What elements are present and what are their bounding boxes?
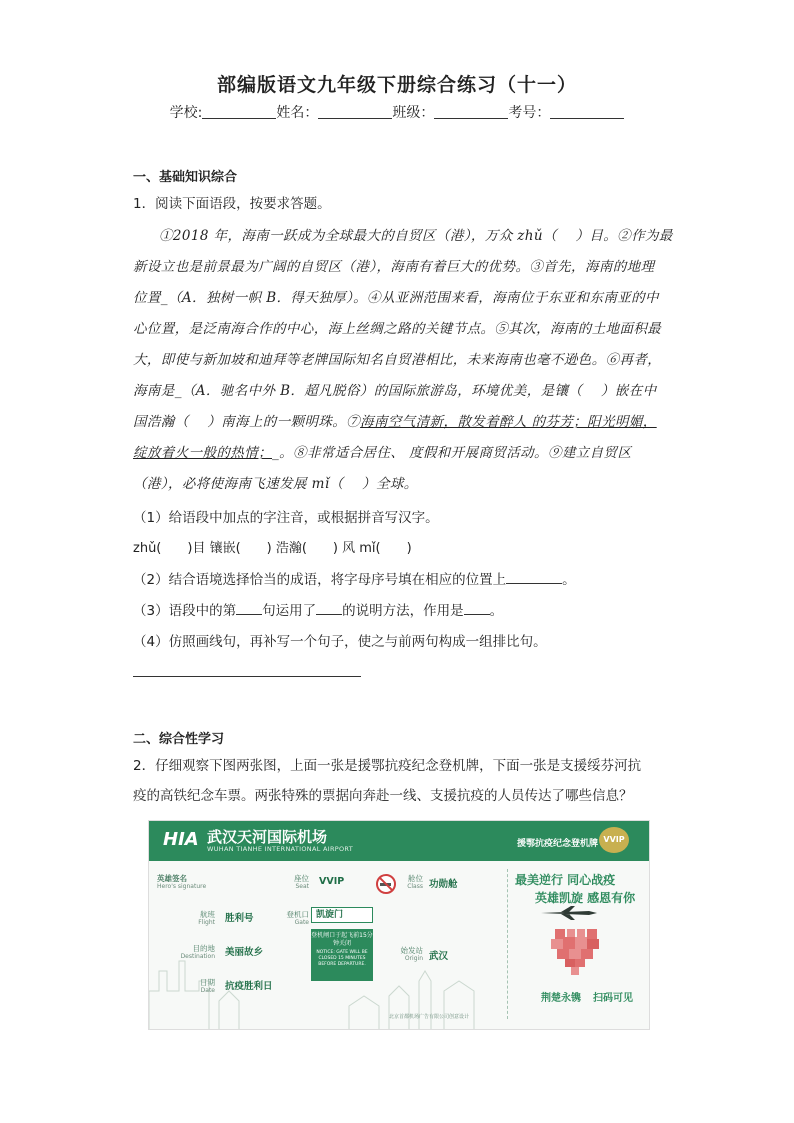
- class-label-en: Class: [407, 883, 423, 890]
- underlined-sentence: 海南空气清新，散发着醉人 的芬芳；阳光明媚，: [360, 414, 657, 430]
- date-label-en: Date: [200, 987, 215, 994]
- flight-label-en: Flight: [198, 919, 215, 926]
- school-blank[interactable]: [202, 104, 276, 119]
- student-info-line: [0, 102, 794, 122]
- underlined-sentence: 绽放着火一般的热情；: [133, 445, 272, 461]
- punct: 。: [489, 603, 504, 619]
- slogan-1: 最美逆行 同心战疫: [515, 873, 616, 887]
- flight-label: 航班: [200, 910, 215, 919]
- origin-label: 始发站: [400, 946, 423, 955]
- answer-blank[interactable]: [236, 600, 262, 615]
- sub-question-3-text: 的说明方法，作用是: [342, 603, 464, 619]
- airport-name: 武汉天河国际机场: [207, 828, 328, 846]
- passage-line: ①2018 年，海南一跃成为全球最大的自贸区（港），万众 zhǔ（ ）目。②作为最: [159, 228, 673, 244]
- boarding-pass-image: [148, 820, 650, 1030]
- sub-question-3-text: 句运用了: [262, 603, 317, 619]
- section2-heading: 二、综合性学习: [133, 732, 225, 747]
- answer-blank[interactable]: [464, 600, 490, 615]
- name-label: 姓名：: [276, 105, 319, 121]
- airplane-icon: [539, 905, 599, 921]
- gate-notice-cn: 登机闸口于起飞前15分钟关闭: [311, 932, 373, 947]
- gate-notice-en: NOTICE: GATE WILL BE CLOSED 15 MINUTES BEFORE DEPARTURE.: [316, 950, 368, 967]
- date-value: 抗疫胜利日: [225, 981, 273, 992]
- sub-question-4: （4）仿照画线句，再补写一个句子，使之与前两句构成一组排比句。: [133, 634, 547, 650]
- section1-heading: 一、基础知识综合: [133, 170, 238, 185]
- seat-label-en: Seat: [295, 883, 309, 890]
- name-blank[interactable]: [318, 104, 392, 119]
- passage-line: [133, 410, 657, 430]
- origin-value: 武汉: [429, 951, 449, 962]
- gate-value: 凯旋门: [316, 910, 344, 920]
- perforation: [507, 869, 508, 1019]
- destination-label-en: Destination: [180, 953, 215, 960]
- footer-left-text: 荆楚永镌: [541, 993, 581, 1004]
- vvip-badge: VVIP: [599, 827, 629, 853]
- destination-label: 目的地: [192, 944, 215, 953]
- answer-line[interactable]: [133, 676, 361, 677]
- question-2-line: 2．仔细观察下图两张图，上面一张是援鄂抗疫纪念登机牌，下面一张是支援绥芬河抗: [133, 758, 642, 774]
- passage-line: 新设立也是前景最为广阔的自贸区（港），海南有着巨大的优势。③首先，海南的地理: [133, 259, 655, 275]
- school-label: 学校:: [169, 105, 203, 121]
- pinyin-answer-line: zhǔ( )目 镶嵌( ) 浩瀚( ) 风 mǐ( ): [133, 541, 412, 556]
- sub-question-2-text: （2）结合语境选择恰当的成语，将字母序号填在相应的位置上: [133, 572, 507, 588]
- footer-right-text: 扫码可见: [593, 993, 633, 1004]
- airport-name-en: WUHAN TIANHE INTERNATIONAL AIRPORT: [207, 845, 354, 853]
- hero-label: 英雄签名: [157, 874, 187, 883]
- exam-no-blank[interactable]: [550, 104, 624, 119]
- punct: 。: [562, 572, 576, 588]
- passage-line: 大，即使与新加坡和迪拜等老牌国际知名自贸港相比，未来海南也毫不逊色。⑥再者，: [133, 352, 662, 368]
- exam-no-label: 考号：: [508, 105, 551, 121]
- passage-line: 位置_（A．独树一帜 B．得天独厚）。④从亚洲范围来看，海南位于东亚和东南亚的中: [133, 290, 659, 306]
- heart-qr-code: [547, 923, 603, 979]
- airport-logo: HIA: [163, 829, 199, 850]
- flight-value: 胜利号: [225, 913, 254, 924]
- design-credit: 北京首都机场广告有限公司创意设计: [389, 1014, 470, 1020]
- passage: [133, 224, 673, 494]
- passage-line: [133, 441, 631, 461]
- origin-label-en: Origin: [404, 955, 423, 962]
- question-1: 1．阅读下面语段，按要求答题。: [133, 196, 331, 212]
- passage-line: 心位置，是泛南海合作的中心，海上丝绸之路的关键节点。⑤其次，海南的土地面积最: [133, 321, 662, 337]
- sub-question-3: [133, 599, 503, 619]
- class-blank[interactable]: [434, 104, 508, 119]
- sub-question-1: （1）给语段中加点的字注音，或根据拼音写汉字。: [133, 510, 439, 526]
- destination-value: 美丽故乡: [225, 947, 264, 958]
- pass-title: 援鄂抗疫纪念登机牌: [517, 839, 599, 849]
- gate-label: 登机口: [286, 910, 309, 919]
- class-label: 班级：: [392, 105, 435, 121]
- gate-box: [311, 907, 373, 923]
- class-label: 舱位: [408, 874, 423, 883]
- sub-question-2: [133, 568, 576, 588]
- seat-label: 座位: [294, 874, 309, 883]
- class-value: 功勋舱: [429, 879, 458, 890]
- date-label: 日期: [200, 978, 215, 987]
- passage-text: _。⑧非常适合居住、 度假和开展商贸活动。⑨建立自贸区: [272, 445, 632, 461]
- slogan-2: 英雄凯旋 感恩有你: [535, 891, 636, 905]
- passage-line: （港），必将使海南飞速发展 mǐ（ ）全球。: [133, 476, 418, 492]
- seat-value: VVIP: [319, 876, 345, 887]
- passage-line: 海南是_（A．驰名中外 B．超凡脱俗）的国际旅游岛，环境优美，是镶（ ）嵌在中: [133, 383, 657, 399]
- answer-blank[interactable]: [506, 569, 562, 584]
- answer-blank[interactable]: [316, 600, 342, 615]
- sub-question-3-text: （3）语段中的第: [133, 603, 237, 619]
- passage-text: 国浩瀚（ ）南海上的一颗明珠。⑦: [133, 414, 361, 430]
- gate-label-en: Gate: [294, 919, 309, 926]
- hero-label-en: Hero's signature: [157, 883, 207, 890]
- page-title: 部编版语文九年级下册综合练习（十一）: [216, 74, 577, 96]
- question-2-line: 疫的高铁纪念车票。两张特殊的票据向奔赴一线、支援抗疫的人员传达了哪些信息？: [133, 788, 633, 804]
